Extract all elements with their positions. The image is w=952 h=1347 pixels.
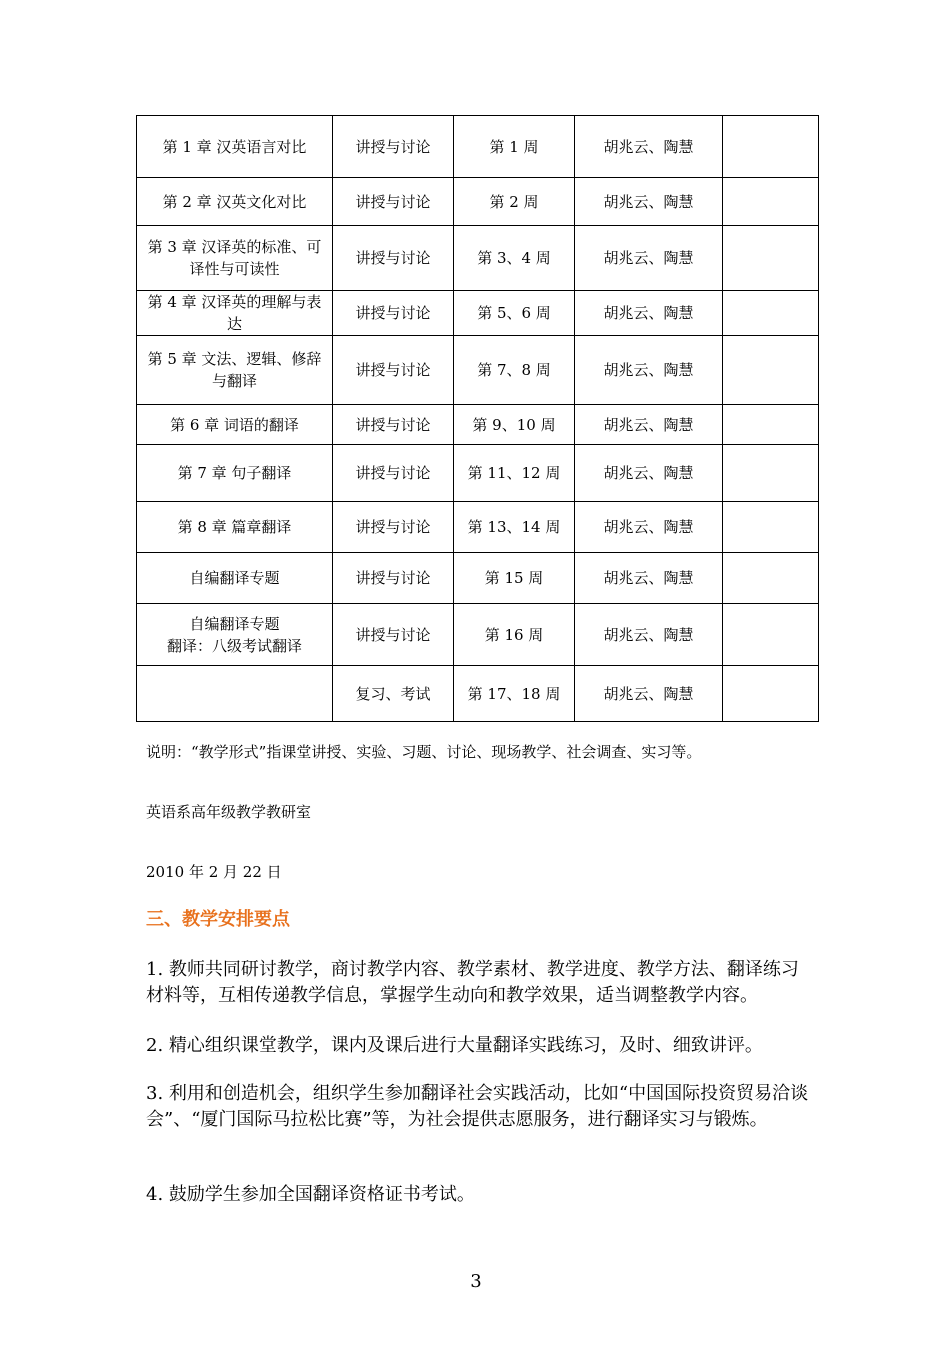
week-cell: 第 13、14 周 — [454, 502, 575, 553]
teacher-cell: 胡兆云、陶慧 — [575, 666, 723, 722]
teacher-cell: 胡兆云、陶慧 — [575, 116, 723, 178]
chapter-line: 自编翻译专题 — [189, 614, 280, 633]
teacher-cell: 胡兆云、陶慧 — [575, 604, 723, 666]
document-date: 2010 年 2 月 22 日 — [146, 863, 282, 881]
form-cell: 讲授与讨论 — [333, 291, 454, 336]
point-4: 4. 鼓励学生参加全国翻译资格证书考试。 — [146, 1184, 475, 1205]
chapter-cell: 第 6 章 词语的翻译 — [137, 405, 333, 445]
point-2: 2. 精心组织课堂教学，课内及课后进行大量翻译实践练习，及时、细致讲评。 — [146, 1035, 763, 1056]
note-cell — [723, 336, 819, 405]
table-row — [137, 291, 819, 336]
form-cell: 讲授与讨论 — [333, 116, 454, 178]
form-cell: 讲授与讨论 — [333, 445, 454, 502]
teacher-cell: 胡兆云、陶慧 — [575, 336, 723, 405]
form-cell: 复习、考试 — [333, 666, 454, 722]
week-cell: 第 9、10 周 — [454, 405, 575, 445]
table-row — [137, 405, 819, 445]
point-3: 3. 利用和创造机会，组织学生参加翻译社会实践活动，比如“中国国际投资贸易洽谈会”、“厦门国际马拉松比赛”等，为社会提供志愿服务，进行翻译实习与锻炼。 — [146, 1083, 809, 1130]
form-cell: 讲授与讨论 — [333, 178, 454, 226]
form-cell: 讲授与讨论 — [333, 226, 454, 291]
chapter-cell: 第 4 章 汉译英的理解与表达 — [137, 291, 333, 336]
chapter-cell: 第 3 章 汉译英的标准、可译性与可读性 — [137, 226, 333, 291]
form-cell: 讲授与讨论 — [333, 553, 454, 604]
page-number: 3 — [470, 1271, 482, 1292]
table-note: 说明：“教学形式”指课堂讲授、实验、习题、讨论、现场教学、社会调查、实习等。 — [146, 743, 702, 761]
note-cell — [723, 116, 819, 178]
note-cell — [723, 553, 819, 604]
note-cell — [723, 666, 819, 722]
chapter-cell: 第 7 章 句子翻译 — [137, 445, 333, 502]
week-cell: 第 15 周 — [454, 553, 575, 604]
teacher-cell: 胡兆云、陶慧 — [575, 178, 723, 226]
chapter-cell: 第 5 章 文法、逻辑、修辞与翻译 — [137, 336, 333, 405]
chapter-cell — [137, 666, 333, 722]
form-cell: 讲授与讨论 — [333, 502, 454, 553]
teacher-cell: 胡兆云、陶慧 — [575, 502, 723, 553]
week-cell: 第 11、12 周 — [454, 445, 575, 502]
week-cell: 第 5、6 周 — [454, 291, 575, 336]
table-row — [137, 336, 819, 405]
schedule-table — [136, 115, 819, 722]
teacher-cell: 胡兆云、陶慧 — [575, 405, 723, 445]
week-cell: 第 1 周 — [454, 116, 575, 178]
week-cell: 第 16 周 — [454, 604, 575, 666]
chapter-cell: 第 1 章 汉英语言对比 — [137, 116, 333, 178]
note-cell — [723, 178, 819, 226]
note-cell — [723, 226, 819, 291]
chapter-cell: 第 2 章 汉英文化对比 — [137, 178, 333, 226]
table-row — [137, 666, 819, 722]
table-row — [137, 178, 819, 226]
chapter-line: 翻译：八级考试翻译 — [166, 636, 302, 655]
week-cell: 第 2 周 — [454, 178, 575, 226]
teacher-cell: 胡兆云、陶慧 — [575, 226, 723, 291]
note-cell — [723, 502, 819, 553]
table-row — [137, 604, 819, 666]
form-cell: 讲授与讨论 — [333, 336, 454, 405]
note-cell — [723, 445, 819, 502]
chapter-cell: 第 8 章 篇章翻译 — [137, 502, 333, 553]
teacher-cell: 胡兆云、陶慧 — [575, 445, 723, 502]
table-row — [137, 226, 819, 291]
chapter-cell — [137, 604, 333, 666]
teacher-cell: 胡兆云、陶慧 — [575, 291, 723, 336]
week-cell: 第 3、4 周 — [454, 226, 575, 291]
note-cell — [723, 405, 819, 445]
table-row — [137, 502, 819, 553]
teacher-cell: 胡兆云、陶慧 — [575, 553, 723, 604]
section-title: 三、教学安排要点 — [146, 909, 290, 930]
form-cell: 讲授与讨论 — [333, 405, 454, 445]
point-1: 1. 教师共同研讨教学，商讨教学内容、教学素材、教学进度、教学方法、翻译练习材料等，互相传递教学信息，掌握学生动向和教学效果，适当调整教学内容。 — [146, 959, 799, 1006]
week-cell: 第 17、18 周 — [454, 666, 575, 722]
table-row — [137, 445, 819, 502]
week-cell: 第 7、8 周 — [454, 336, 575, 405]
table-row — [137, 116, 819, 178]
chapter-cell: 自编翻译专题 — [137, 553, 333, 604]
note-cell — [723, 291, 819, 336]
form-cell: 讲授与讨论 — [333, 604, 454, 666]
office-name: 英语系高年级教学教研室 — [146, 803, 312, 821]
note-cell — [723, 604, 819, 666]
table-row — [137, 553, 819, 604]
